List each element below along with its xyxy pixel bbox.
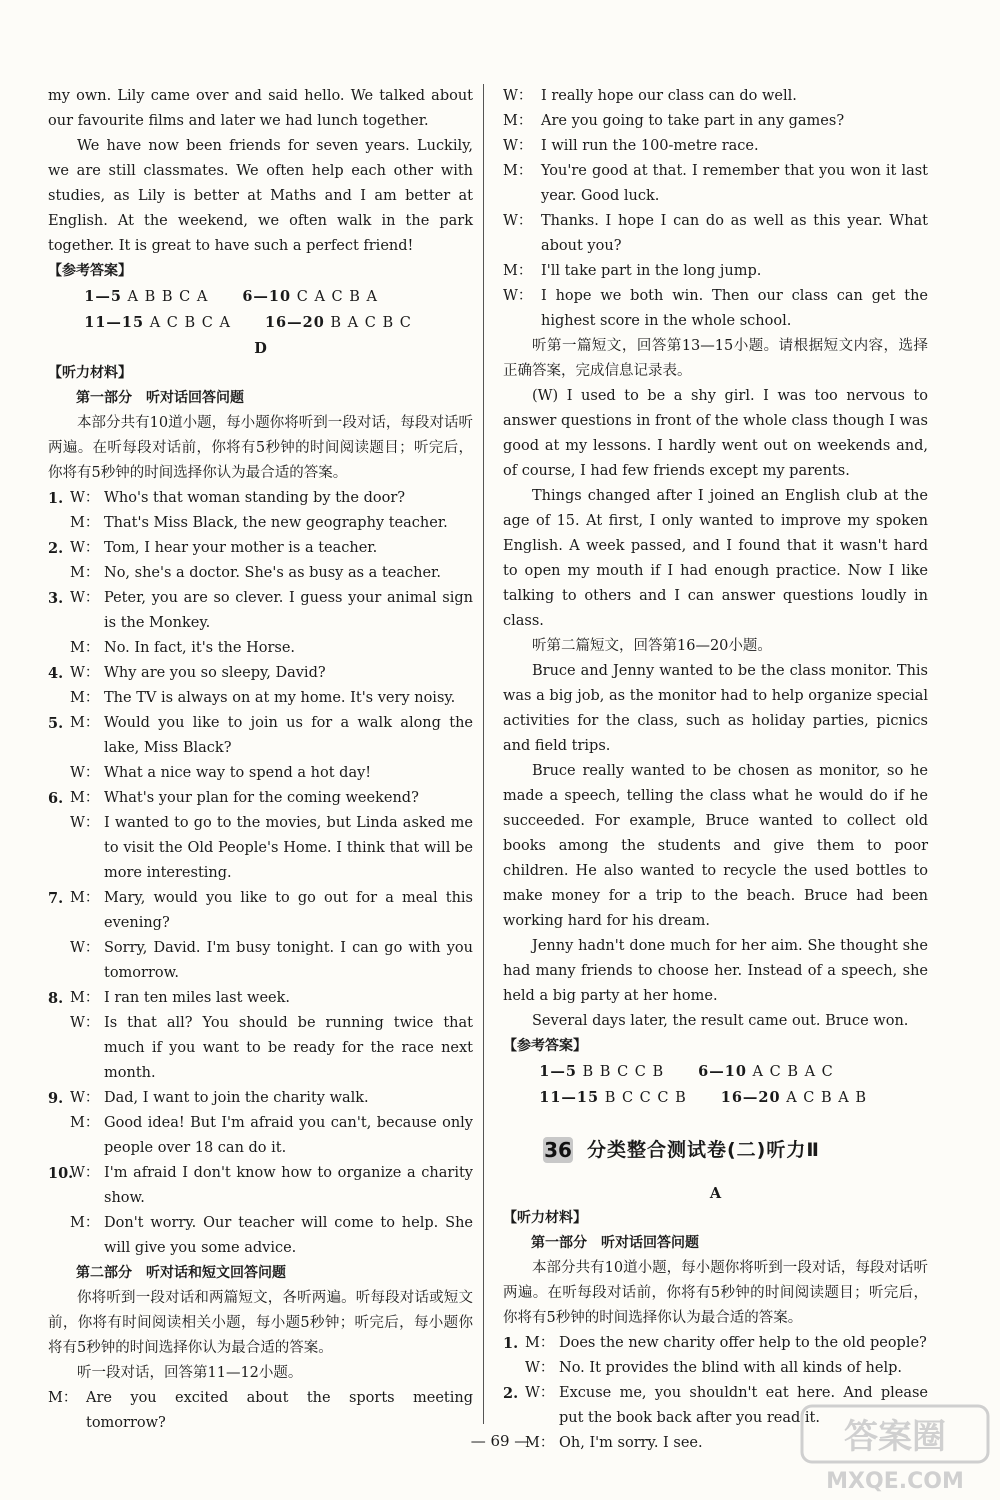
watermark-text: 答案圈	[844, 1417, 946, 1457]
dialog-line: W： I really hope our class can do well.	[503, 88, 797, 104]
section-heading: D	[254, 340, 267, 357]
answer-row: 11—15 B C C C B 16—20 A C B A B	[539, 1089, 868, 1106]
listening-material-label: 【听力材料】	[503, 1210, 587, 1226]
page-number: — 69 —	[470, 1432, 530, 1450]
column-divider	[483, 84, 484, 1424]
dialog-intro: 听一段对话，回答第11—12小题。	[77, 1365, 303, 1381]
paragraph: We have now been friends for seven years. Luckily, we are still classmates. We often help each other with studies, as Lily is better at Maths and I am better at English. At the weekend, we often walk in the park together. It is great to have such a perfect friend!	[48, 138, 473, 254]
question-item: 2. W： Excuse me, you shouldn't eat here. And please put the book back after you read it. M： Oh, I'm sorry. I see.	[503, 1385, 928, 1451]
question-item: 2. W： Tom, I hear your mother is a teacher. M： No, she's a doctor. She's as busy as a teacher.	[48, 540, 441, 581]
paragraph: Jenny hadn't done much for her aim. She thought she had many friends to choose her. Instead of a speech, she held a big party at her home.	[503, 938, 928, 1004]
part-title: 第一部分 听对话回答问题	[76, 390, 244, 406]
part-title: 第二部分 听对话和短文回答问题	[76, 1265, 286, 1281]
reference-answer-label: 【参考答案】	[48, 263, 132, 279]
unit-title-text: 分类整合测试卷(二)听力Ⅱ	[587, 1138, 820, 1161]
paragraph: Things changed after I joined an English club at the age of 15. At first, I only wanted to improve my spoken English. A week passed, and I found that it wasn't hard to open my mouth if I had enough practice. Now I like talking to others and I can answer questions loudly in class.	[503, 488, 928, 629]
question-item: 1. M： Does the new charity offer help to the old people? W： No. It provides the blind with all kinds of help.	[503, 1335, 927, 1376]
unit-number-badge: 36	[544, 1137, 572, 1162]
dialog-line: W： I will run the 100-metre race.	[503, 138, 759, 154]
paragraph: (W) I used to be a shy girl. I was too nervous to answer questions in front of the whole class though I was good at my lessons. I hardly went out on weekends and, of course, I had few friends except my parents.	[503, 388, 928, 479]
answer-row: 1—5 B B C C B 6—10 A C B A C	[539, 1063, 834, 1080]
watermark-logo-icon	[800, 1400, 990, 1495]
instructions: 你将听到一段对话和两篇短文，各听两遍。听每段对话或短文前，你将有时间阅读相关小题，每小题5秒钟；听完后，每小题你将有5秒钟的时间选择你认为最合适的答案。	[48, 1290, 473, 1356]
question-item: 10. W： I'm afraid I don't know how to organize a charity show. M： Don't worry. Our teacher will come to help. She will give you some advice.	[48, 1165, 473, 1256]
passage-intro: 听第二篇短文，回答第16—20小题。	[532, 638, 772, 654]
question-item: 8. M： I ran ten miles last week. W： Is that all? You should be running twice that much if you want to be ready for the race next month.	[48, 990, 473, 1081]
paragraph: Bruce and Jenny wanted to be the class monitor. This was a big job, as the monitor had to help organize special activities for the class, such as holiday parties, picnics and field trips.	[503, 663, 928, 754]
reference-answer-label: 【参考答案】	[503, 1038, 587, 1054]
watermark-url: MXQE.COM	[826, 1469, 964, 1494]
dialog-line: M： Are you going to take part in any games?	[503, 113, 845, 129]
paragraph: Bruce really wanted to be chosen as monitor, so he made a speech, telling the class what he would do if he succeeded. For example, Bruce wanted to collect old books among the students and give them to poor children. He also wanted to recycle the used bottles to make money for a trip to the beach. Bruce had been working hard for his dream.	[503, 763, 928, 929]
question-item: 1. W： Who's that woman standing by the door? M： That's Miss Black, the new geography teacher.	[48, 490, 448, 531]
question-item: 4. W： Why are you so sleepy, David? M： The TV is always on at my home. It's very noisy.	[48, 665, 456, 706]
question-item: 3. W： Peter, you are so clever. I guess your animal sign is the Monkey. M： No. In fact, it's the Horse.	[48, 590, 473, 656]
left-column	[48, 84, 473, 1436]
question-item: 9. W： Dad, I want to join the charity walk. M： Good idea! But I'm afraid you can't, because only people over 18 can do it.	[48, 1090, 473, 1156]
dialog-line: M： Are you excited about the sports meeting tomorrow?	[48, 1390, 473, 1431]
part-title: 第一部分 听对话回答问题	[531, 1235, 699, 1251]
section-heading: A	[709, 1185, 722, 1202]
question-item: 5. M： Would you like to join us for a walk along the lake, Miss Black? W： What a nice way to spend a hot day!	[48, 715, 473, 781]
question-item: 7. M： Mary, would you like to go out for a meal this evening? W： Sorry, David. I'm busy tonight. I can go with you tomorrow.	[48, 890, 473, 981]
answer-row: 1—5 A B B C A 6—10 C A C B A	[84, 288, 378, 305]
question-item: 6. M： What's your plan for the coming weekend? W： I wanted to go to the movies, but Linda asked me to visit the Old People's Home. I think that will be more interesting.	[48, 790, 473, 881]
listening-material-label: 【听力材料】	[48, 365, 132, 381]
dialog-line: M： You're good at that. I remember that you won it last year. Good luck.	[503, 163, 928, 204]
paragraph: my own. Lily came over and said hello. We talked about our favourite films and later we had lunch together.	[48, 88, 473, 129]
answer-row: 11—15 A C B C A 16—20 B A C B C	[84, 314, 412, 331]
instructions: 本部分共有10道小题，每小题你将听到一段对话，每段对话听两遍。在听每段对话前，你将有5秒钟的时间阅读题目；听完后，你将有5秒钟的时间选择你认为最合适的答案。	[48, 415, 473, 481]
dialog-line: M： I'll take part in the long jump.	[503, 263, 762, 279]
instructions: 本部分共有10道小题，每小题你将听到一段对话，每段对话听两遍。在听每段对话前，你将有5秒钟的时间阅读题目；听完后，你将有5秒钟的时间选择你认为最合适的答案。	[503, 1260, 928, 1326]
paragraph: Several days later, the result came out. Bruce won.	[532, 1013, 909, 1029]
dialog-line: W： I hope we both win. Then our class can get the highest score in the whole school.	[503, 288, 928, 329]
unit-title	[503, 1137, 928, 1163]
right-column	[503, 84, 928, 1456]
dialog-line: W： Thanks. I hope I can do as well as this year. What about you?	[503, 213, 928, 254]
passage-intro: 听第一篇短文，回答第13—15小题。请根据短文内容，选择正确答案，完成信息记录表。	[503, 338, 928, 379]
